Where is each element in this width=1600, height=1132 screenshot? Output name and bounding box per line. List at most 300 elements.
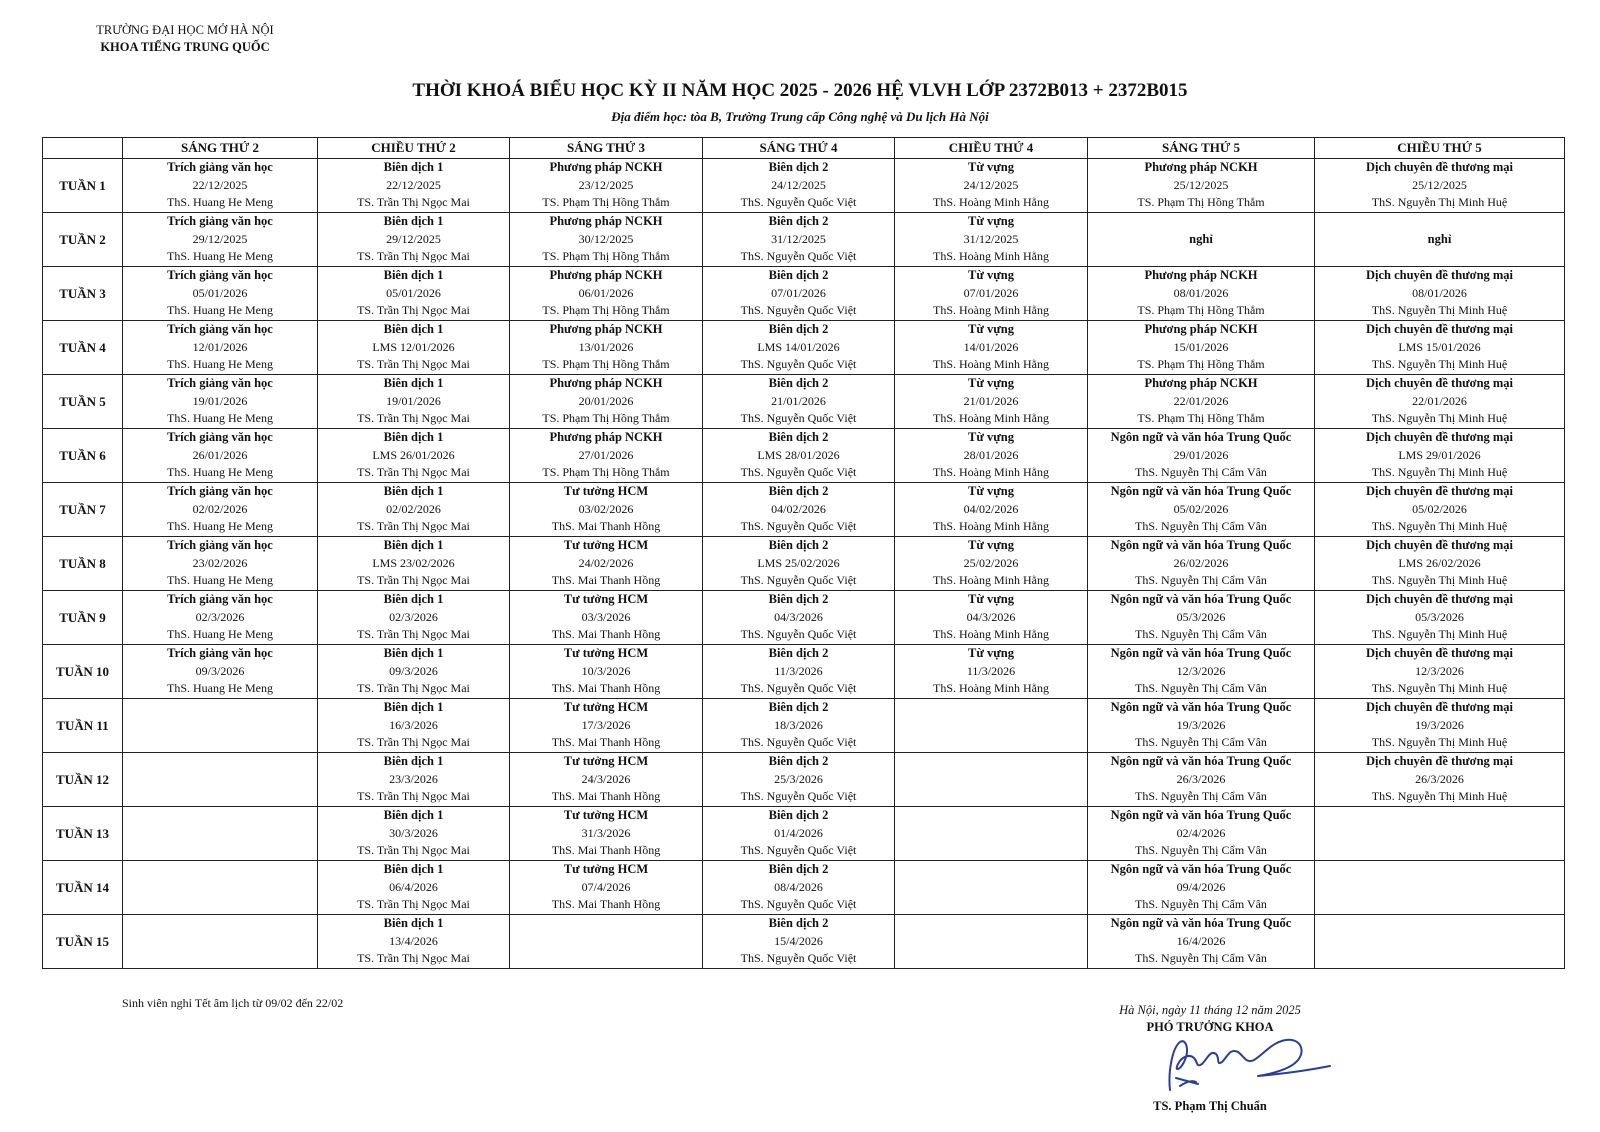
corner-cell (43, 138, 123, 159)
class-cell (123, 591, 318, 645)
class-cell (1088, 753, 1315, 807)
lecturer-name: TS. Trần Thị Ngọc Mai (357, 357, 470, 372)
lecturer-name: TS. Trần Thị Ngọc Mai (357, 735, 470, 750)
class-cell (510, 753, 703, 807)
subject-name: Dịch chuyên đề thương mại (1365, 592, 1514, 607)
subject-name: Dịch chuyên đề thương mại (1365, 700, 1514, 715)
subject-name: Biên dịch 1 (383, 214, 444, 229)
subject-name: Dịch chuyên đề thương mại (1365, 754, 1514, 769)
lecturer-name: ThS. Nguyễn Thị Cẩm Vân (1135, 843, 1267, 858)
class-cell (703, 483, 895, 537)
lecturer-name: ThS. Nguyễn Quốc Việt (740, 519, 857, 534)
table-row (43, 483, 1565, 537)
class-date: 04/3/2026 (774, 609, 823, 624)
class-date: 02/02/2026 (192, 501, 248, 516)
class-date: LMS 14/01/2026 (757, 339, 840, 354)
table-row (43, 375, 1565, 429)
page-title: THỜI KHOÁ BIỂU HỌC KỲ II NĂM HỌC 2025 - 2026 HỆ VLVH LỚP 2372B013 + 2372B015 (412, 80, 1188, 101)
class-date: LMS 12/01/2026 (372, 339, 455, 354)
class-cell (895, 375, 1088, 429)
class-date: 26/3/2026 (1176, 771, 1226, 786)
class-cell (123, 213, 318, 267)
class-cell (510, 591, 703, 645)
subject-name: Trích giảng văn học (167, 214, 273, 229)
lecturer-name: TS. Phạm Thị Hồng Thắm (1137, 411, 1265, 426)
class-date: 16/4/2026 (1176, 933, 1226, 948)
class-cell (123, 159, 318, 213)
class-date: 29/01/2026 (1173, 447, 1229, 462)
class-cell (895, 645, 1088, 699)
class-date: 31/12/2025 (963, 231, 1019, 246)
subject-name: Biên dịch 1 (383, 322, 444, 337)
lecturer-name: ThS. Nguyễn Thị Minh Huệ (1371, 411, 1508, 426)
class-cell (703, 537, 895, 591)
subject-name: Biên dịch 2 (768, 268, 829, 283)
subject-name: Dịch chuyên đề thương mại (1365, 268, 1514, 283)
class-date: 29/12/2025 (192, 231, 248, 246)
table-row (43, 321, 1565, 375)
class-cell (318, 321, 510, 375)
class-cell (895, 159, 1088, 213)
class-date: 22/12/2025 (192, 177, 248, 192)
table-row (43, 645, 1565, 699)
class-date: 25/12/2025 (1412, 177, 1467, 192)
class-date: 23/02/2026 (192, 555, 248, 570)
class-cell (1088, 807, 1315, 861)
empty-cell (895, 753, 1088, 807)
lecturer-name: ThS. Nguyễn Thị Cẩm Vân (1135, 627, 1267, 642)
class-cell (703, 699, 895, 753)
subject-name: Tư tưởng HCM (563, 646, 649, 661)
class-date: 30/12/2025 (578, 231, 634, 246)
lecturer-name: ThS. Nguyễn Quốc Việt (740, 573, 857, 588)
class-cell (895, 483, 1088, 537)
class-cell (703, 915, 895, 969)
class-date: 05/3/2026 (1176, 609, 1226, 624)
class-date: 19/3/2026 (1415, 717, 1464, 732)
class-cell (123, 483, 318, 537)
header-row (43, 138, 1565, 159)
class-date: 11/3/2026 (774, 663, 823, 678)
class-date: 08/01/2026 (1412, 285, 1467, 300)
lecturer-name: ThS. Nguyễn Thị Minh Huệ (1371, 681, 1508, 696)
subject-name: Biên dịch 2 (768, 160, 829, 175)
class-date: 01/4/2026 (774, 825, 823, 840)
table-row (43, 915, 1565, 969)
lecturer-name: ThS. Nguyễn Thị Cẩm Vân (1135, 951, 1267, 966)
class-cell (123, 429, 318, 483)
class-cell (318, 429, 510, 483)
subject-name: Biên dịch 2 (768, 862, 829, 877)
class-date: 05/01/2026 (386, 285, 441, 300)
lecturer-name: ThS. Hoàng Minh Hằng (933, 627, 1049, 642)
lecturer-name: ThS. Mai Thanh Hồng (551, 843, 661, 858)
subject-name: Biên dịch 1 (383, 754, 444, 769)
subject-name: Trích giảng văn học (167, 484, 273, 499)
table-row (43, 699, 1565, 753)
class-cell (510, 267, 703, 321)
lecturer-name: TS. Trần Thị Ngọc Mai (357, 843, 470, 858)
class-cell (318, 375, 510, 429)
lecturer-name: ThS. Huang He Meng (167, 681, 273, 696)
class-date: 12/3/2026 (1415, 663, 1464, 678)
class-cell (1088, 213, 1315, 267)
lecturer-name: ThS. Mai Thanh Hồng (551, 735, 661, 750)
class-cell (510, 483, 703, 537)
faculty-name: KHOA TIẾNG TRUNG QUỐC (100, 40, 270, 54)
class-date: 28/01/2026 (963, 447, 1019, 462)
subject-name: Biên dịch 1 (383, 484, 444, 499)
class-cell (1088, 321, 1315, 375)
class-cell (318, 159, 510, 213)
class-cell (703, 321, 895, 375)
lecturer-name: ThS. Nguyễn Thị Minh Huệ (1371, 357, 1508, 372)
lecturer-name: TS. Phạm Thị Hồng Thắm (542, 303, 670, 318)
subject-name: Phương pháp NCKH (1144, 322, 1258, 337)
class-date: 07/4/2026 (581, 879, 631, 894)
institution-header (80, 22, 290, 56)
lecturer-name: ThS. Hoàng Minh Hằng (933, 573, 1049, 588)
lecturer-name: ThS. Nguyễn Thị Cẩm Vân (1135, 573, 1267, 588)
class-cell (1088, 591, 1315, 645)
class-date: 18/3/2026 (774, 717, 823, 732)
lecturer-name: ThS. Nguyễn Thị Minh Huệ (1371, 735, 1508, 750)
class-cell (1315, 591, 1565, 645)
class-date: 14/01/2026 (963, 339, 1019, 354)
subject-name: Biên dịch 2 (768, 808, 829, 823)
subject-name: Biên dịch 1 (383, 268, 444, 283)
subject-name: nghỉ (1427, 231, 1452, 246)
class-cell (510, 861, 703, 915)
class-cell (1088, 483, 1315, 537)
lecturer-name: ThS. Hoàng Minh Hằng (933, 411, 1049, 426)
lecturer-name: ThS. Nguyễn Quốc Việt (740, 411, 857, 426)
subject-name: Từ vựng (968, 322, 1014, 337)
lecturer-name: TS. Trần Thị Ngọc Mai (357, 411, 470, 426)
subject-name: Trích giảng văn học (167, 592, 273, 607)
lecturer-name: ThS. Nguyễn Thị Cẩm Vân (1135, 735, 1267, 750)
class-cell (1088, 645, 1315, 699)
class-date: 06/4/2026 (389, 879, 438, 894)
subject-name: Dịch chuyên đề thương mại (1365, 538, 1514, 553)
class-cell (895, 591, 1088, 645)
subject-name: Biên dịch 2 (768, 430, 829, 445)
class-date: 25/3/2026 (774, 771, 823, 786)
lecturer-name: ThS. Nguyễn Thị Cẩm Vân (1135, 519, 1267, 534)
column-header: SÁNG THỨ 2 (123, 138, 318, 159)
class-cell (1315, 483, 1565, 537)
subject-name: Ngôn ngữ và văn hóa Trung Quốc (1110, 592, 1292, 607)
lecturer-name: ThS. Nguyễn Thị Minh Huệ (1371, 195, 1508, 210)
subject-name: Phương pháp NCKH (549, 376, 663, 391)
empty-cell (123, 699, 318, 753)
class-cell (510, 699, 703, 753)
class-date: 30/3/2026 (389, 825, 438, 840)
week-label: TUẦN 5 (43, 375, 123, 429)
subject-name: Biên dịch 1 (383, 160, 444, 175)
table-row (43, 807, 1565, 861)
subject-name: Từ vựng (968, 538, 1014, 553)
lecturer-name: ThS. Nguyễn Thị Minh Huệ (1371, 519, 1508, 534)
class-date: 23/3/2026 (389, 771, 438, 786)
lecturer-name: ThS. Mai Thanh Hồng (551, 519, 661, 534)
subject-name: Phương pháp NCKH (549, 268, 663, 283)
lecturer-name: ThS. Nguyễn Quốc Việt (740, 303, 857, 318)
subject-name: Trích giảng văn học (167, 646, 273, 661)
lecturer-name: ThS. Nguyễn Thị Cẩm Vân (1135, 681, 1267, 696)
class-date: 27/01/2026 (578, 447, 634, 462)
class-cell (703, 159, 895, 213)
class-cell (895, 267, 1088, 321)
subject-name: Phương pháp NCKH (549, 160, 663, 175)
class-cell (703, 753, 895, 807)
class-date: LMS 26/02/2026 (1398, 555, 1481, 570)
week-label: TUẦN 15 (43, 915, 123, 969)
class-date: 13/01/2026 (578, 339, 634, 354)
lecturer-name: ThS. Hoàng Minh Hằng (933, 519, 1049, 534)
subject-name: Phương pháp NCKH (549, 322, 663, 337)
class-date: 08/01/2026 (1173, 285, 1229, 300)
subject-name: Phương pháp NCKH (1144, 160, 1258, 175)
class-cell (510, 159, 703, 213)
class-cell (318, 267, 510, 321)
subject-name: Biên dịch 2 (768, 322, 829, 337)
class-date: 24/02/2026 (578, 555, 634, 570)
empty-cell (123, 753, 318, 807)
subject-name: Ngôn ngữ và văn hóa Trung Quốc (1110, 916, 1292, 931)
empty-cell (123, 861, 318, 915)
class-date: 25/12/2025 (1173, 177, 1229, 192)
class-cell (1315, 645, 1565, 699)
class-date: 08/4/2026 (774, 879, 823, 894)
class-date: 05/02/2026 (1412, 501, 1467, 516)
subject-name: Phương pháp NCKH (1144, 268, 1258, 283)
subject-name: Biên dịch 2 (768, 700, 829, 715)
week-label: TUẦN 14 (43, 861, 123, 915)
class-cell (318, 483, 510, 537)
class-cell (123, 537, 318, 591)
class-cell (1315, 213, 1565, 267)
table-row (43, 159, 1565, 213)
class-cell (895, 429, 1088, 483)
subject-name: Biên dịch 2 (768, 214, 829, 229)
class-cell (1088, 537, 1315, 591)
lecturer-name: ThS. Nguyễn Quốc Việt (740, 789, 857, 804)
class-date: 07/01/2026 (771, 285, 826, 300)
subject-name: Ngôn ngữ và văn hóa Trung Quốc (1110, 430, 1292, 445)
class-cell (703, 375, 895, 429)
class-cell (1315, 375, 1565, 429)
lecturer-name: ThS. Huang He Meng (167, 573, 273, 588)
column-header: CHIỀU THỨ 4 (895, 138, 1088, 159)
lecturer-name: ThS. Nguyễn Thị Cẩm Vân (1135, 465, 1267, 480)
lecturer-name: ThS. Nguyễn Quốc Việt (740, 897, 857, 912)
university-name: TRƯỜNG ĐẠI HỌC MỞ HÀ NỘI (96, 23, 274, 37)
subject-name: Từ vựng (968, 268, 1014, 283)
lecturer-name: ThS. Nguyễn Quốc Việt (740, 627, 857, 642)
subject-name: Từ vựng (968, 214, 1014, 229)
class-cell (895, 321, 1088, 375)
lecturer-name: ThS. Nguyễn Thị Cẩm Vân (1135, 897, 1267, 912)
lecturer-name: ThS. Huang He Meng (167, 303, 273, 318)
lecturer-name: ThS. Nguyễn Thị Cẩm Vân (1135, 789, 1267, 804)
class-date: 12/3/2026 (1176, 663, 1226, 678)
subject-name: Từ vựng (968, 376, 1014, 391)
class-cell (510, 429, 703, 483)
week-label: TUẦN 10 (43, 645, 123, 699)
subject-name: Từ vựng (968, 592, 1014, 607)
class-date: 05/01/2026 (192, 285, 248, 300)
subject-name: Ngôn ngữ và văn hóa Trung Quốc (1110, 700, 1292, 715)
empty-cell (123, 915, 318, 969)
lecturer-name: ThS. Mai Thanh Hồng (551, 681, 661, 696)
column-header: CHIỀU THỨ 5 (1315, 138, 1565, 159)
lecturer-name: ThS. Huang He Meng (167, 411, 273, 426)
class-cell (123, 267, 318, 321)
column-header: SÁNG THỨ 4 (703, 138, 895, 159)
subject-name: Phương pháp NCKH (1144, 376, 1258, 391)
lecturer-name: ThS. Hoàng Minh Hằng (933, 249, 1049, 264)
class-date: 19/01/2026 (386, 393, 441, 408)
class-cell (318, 807, 510, 861)
class-date: 19/01/2026 (192, 393, 248, 408)
class-date: 06/01/2026 (578, 285, 634, 300)
table-row (43, 753, 1565, 807)
class-date: 22/01/2026 (1173, 393, 1229, 408)
lecturer-name: ThS. Nguyễn Thị Minh Huệ (1371, 303, 1508, 318)
class-date: 05/3/2026 (1415, 609, 1464, 624)
lecturer-name: ThS. Huang He Meng (167, 465, 273, 480)
class-date: 25/02/2026 (963, 555, 1019, 570)
subject-name: Ngôn ngữ và văn hóa Trung Quốc (1110, 646, 1292, 661)
subject-name: Từ vựng (968, 430, 1014, 445)
class-date: 09/4/2026 (1176, 879, 1226, 894)
class-cell (510, 375, 703, 429)
class-date: 17/3/2026 (581, 717, 631, 732)
class-date: 24/12/2025 (771, 177, 826, 192)
subject-name: Biên dịch 2 (768, 754, 829, 769)
table-row (43, 537, 1565, 591)
lecturer-name: ThS. Mai Thanh Hồng (551, 789, 661, 804)
subject-name: Từ vựng (968, 484, 1014, 499)
holiday-note: Sinh viên nghỉ Tết âm lịch từ 09/02 đến 22/02 (122, 996, 344, 1010)
class-date: 16/3/2026 (389, 717, 438, 732)
lecturer-name: TS. Phạm Thị Hồng Thắm (542, 195, 670, 210)
class-date: 02/3/2026 (389, 609, 438, 624)
empty-cell (1315, 807, 1565, 861)
class-date: 02/4/2026 (1176, 825, 1226, 840)
lecturer-name: ThS. Nguyễn Quốc Việt (740, 357, 857, 372)
class-date: 19/3/2026 (1176, 717, 1226, 732)
lecturer-name: TS. Trần Thị Ngọc Mai (357, 195, 470, 210)
class-cell (703, 213, 895, 267)
class-date: 04/3/2026 (966, 609, 1016, 624)
class-cell (123, 645, 318, 699)
lecturer-name: ThS. Mai Thanh Hồng (551, 573, 661, 588)
lecturer-name: TS. Trần Thị Ngọc Mai (357, 519, 470, 534)
class-date: LMS 25/02/2026 (757, 555, 840, 570)
subject-name: Biên dịch 1 (383, 700, 444, 715)
subject-name: Biên dịch 2 (768, 592, 829, 607)
class-date: 22/01/2026 (1412, 393, 1467, 408)
lecturer-name: ThS. Huang He Meng (167, 195, 273, 210)
class-date: 13/4/2026 (389, 933, 438, 948)
class-cell (703, 861, 895, 915)
class-cell (510, 645, 703, 699)
class-date: 09/3/2026 (195, 663, 245, 678)
subject-name: Biên dịch 1 (383, 916, 444, 931)
class-date: 10/3/2026 (581, 663, 631, 678)
lecturer-name: TS. Phạm Thị Hồng Thắm (1137, 357, 1265, 372)
subject-name: Dịch chuyên đề thương mại (1365, 430, 1514, 445)
subject-name: Trích giảng văn học (167, 376, 273, 391)
class-date: 31/3/2026 (581, 825, 631, 840)
class-date: 12/01/2026 (192, 339, 248, 354)
subject-name: Dịch chuyên đề thương mại (1365, 376, 1514, 391)
lecturer-name: ThS. Huang He Meng (167, 519, 273, 534)
lecturer-name: TS. Trần Thị Ngọc Mai (357, 897, 470, 912)
lecturer-name: TS. Trần Thị Ngọc Mai (357, 681, 470, 696)
lecturer-name: TS. Phạm Thị Hồng Thắm (1137, 195, 1265, 210)
lecturer-name: ThS. Nguyễn Quốc Việt (740, 465, 857, 480)
subject-name: Dịch chuyên đề thương mại (1365, 484, 1514, 499)
class-cell (1088, 159, 1315, 213)
class-cell (1088, 915, 1315, 969)
class-cell (1088, 699, 1315, 753)
location-subtitle: Địa điểm học: tòa B, Trường Trung cấp Công nghệ và Du lịch Hà Nội (611, 109, 989, 124)
subject-name: Tư tưởng HCM (563, 484, 649, 499)
class-date: 24/12/2025 (963, 177, 1019, 192)
lecturer-name: ThS. Nguyễn Quốc Việt (740, 249, 857, 264)
class-date: LMS 15/01/2026 (1398, 339, 1481, 354)
class-date: 04/02/2026 (771, 501, 826, 516)
class-date: 21/01/2026 (771, 393, 826, 408)
class-date: 26/3/2026 (1415, 771, 1464, 786)
class-date: 23/12/2025 (578, 177, 634, 192)
lecturer-name: TS. Phạm Thị Hồng Thắm (542, 357, 670, 372)
class-cell (703, 267, 895, 321)
timetable-body (43, 159, 1565, 969)
class-cell (1088, 375, 1315, 429)
week-label: TUẦN 6 (43, 429, 123, 483)
lecturer-name: TS. Phạm Thị Hồng Thắm (542, 249, 670, 264)
subject-name: Biên dịch 1 (383, 376, 444, 391)
empty-cell (895, 699, 1088, 753)
lecturer-name: ThS. Huang He Meng (167, 627, 273, 642)
class-cell (510, 213, 703, 267)
class-date: 11/3/2026 (966, 663, 1016, 678)
subject-name: Biên dịch 1 (383, 646, 444, 661)
class-cell (318, 537, 510, 591)
subject-name: Trích giảng văn học (167, 268, 273, 283)
class-date: LMS 28/01/2026 (757, 447, 840, 462)
week-label: TUẦN 1 (43, 159, 123, 213)
lecturer-name: TS. Trần Thị Ngọc Mai (357, 627, 470, 642)
lecturer-name: ThS. Nguyễn Thị Minh Huệ (1371, 789, 1508, 804)
class-cell (895, 537, 1088, 591)
subject-name: Trích giảng văn học (167, 430, 273, 445)
lecturer-name: TS. Trần Thị Ngọc Mai (357, 249, 470, 264)
lecturer-name: TS. Phạm Thị Hồng Thắm (542, 465, 670, 480)
subject-name: Ngôn ngữ và văn hóa Trung Quốc (1110, 484, 1292, 499)
class-cell (318, 591, 510, 645)
empty-cell (123, 807, 318, 861)
class-cell (510, 321, 703, 375)
week-label: TUẦN 13 (43, 807, 123, 861)
class-date: 07/01/2026 (963, 285, 1019, 300)
lecturer-name: TS. Trần Thị Ngọc Mai (357, 303, 470, 318)
lecturer-name: ThS. Nguyễn Quốc Việt (740, 843, 857, 858)
